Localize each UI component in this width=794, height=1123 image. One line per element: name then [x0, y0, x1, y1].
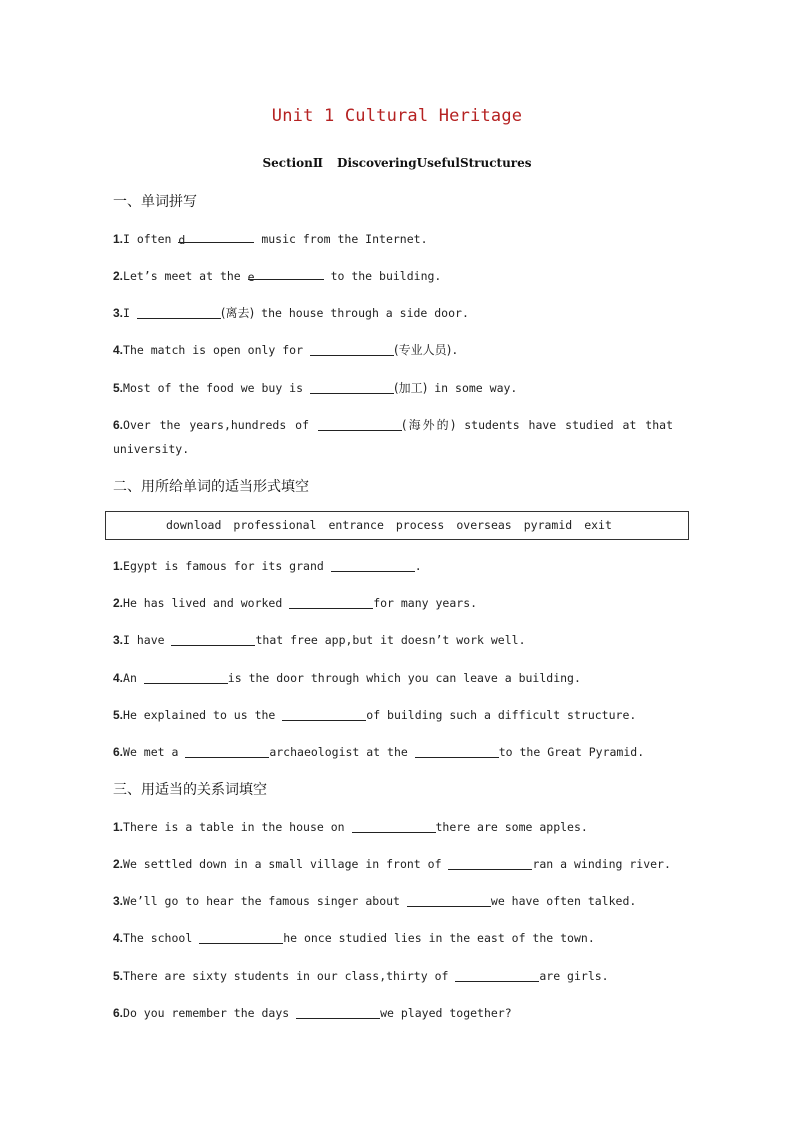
item-number: 4. — [113, 671, 124, 685]
item-number: 5. — [113, 969, 124, 983]
item-number: 3. — [113, 894, 124, 908]
item-number: 6. — [113, 418, 124, 432]
answer-blank[interactable] — [171, 632, 255, 646]
part2-heading: 二、用所给单词的适当形式填空 — [113, 479, 309, 495]
section-number: SectionⅡ — [262, 156, 324, 170]
answer-blank[interactable] — [310, 380, 394, 394]
part1-item-1: 1.I often d music from the Internet. — [113, 227, 673, 251]
part2-item-6: 6.We met a archaeologist at the to the Great Pyramid. — [113, 745, 645, 759]
answer-blank[interactable] — [352, 819, 436, 833]
part1-item-2: 2.Let’s meet at the e to the building. — [113, 264, 673, 288]
item-number: 1. — [113, 232, 124, 246]
word-bank-item: pyramid — [523, 518, 573, 532]
item-number: 6. — [113, 745, 124, 759]
item-number: 4. — [113, 343, 124, 357]
part3-item-2: 2.We settled down in a small village in front of ran a winding river. — [113, 857, 671, 871]
part3-item-3: 3.We’ll go to hear the famous singer about we have often talked. — [113, 894, 637, 908]
part2-item-1: 1.Egypt is famous for its grand . — [113, 559, 422, 573]
chinese-hint: (海外的) — [401, 418, 456, 432]
item-number: 6. — [113, 1006, 124, 1020]
page-title: Unit 1 Cultural Heritage — [271, 106, 523, 126]
part2-item-4: 4.An is the door through which you can leave a building. — [113, 671, 581, 685]
answer-blank[interactable] — [289, 595, 373, 609]
answer-blank[interactable] — [144, 670, 228, 684]
answer-blank[interactable] — [407, 893, 491, 907]
item-number: 2. — [113, 596, 124, 610]
part1-item-3: 3.I (离去) the house through a side door. — [113, 306, 469, 320]
part1-item-5: 5.Most of the food we buy is (加工) in some way. — [113, 381, 518, 395]
part3-heading: 三、用适当的关系词填空 — [113, 782, 267, 798]
item-number: 5. — [113, 381, 124, 395]
section-name: DiscoveringUsefulStructures — [337, 156, 532, 170]
item-number: 4. — [113, 931, 124, 945]
part2-item-5: 5.He explained to us the of building such a difficult structure. — [113, 708, 637, 722]
part1-item-4: 4.The match is open only for (专业人员). — [113, 343, 459, 357]
answer-blank[interactable] — [137, 305, 221, 319]
word-bank-item: professional — [233, 518, 317, 532]
item-number: 3. — [113, 306, 124, 320]
answer-blank[interactable] — [282, 707, 366, 721]
word-bank-box — [105, 511, 689, 540]
answer-blank[interactable] — [448, 856, 532, 870]
part1-heading: 一、单词拼写 — [113, 194, 197, 210]
answer-blank[interactable]: d — [178, 229, 254, 243]
answer-blank[interactable] — [331, 558, 415, 572]
item-number: 1. — [113, 820, 124, 834]
word-bank-item: entrance — [328, 518, 384, 532]
part3-item-5: 5.There are sixty students in our class,thirty of are girls. — [113, 969, 609, 983]
word-bank-item: download — [166, 518, 222, 532]
part1-item-6: 6.Over the years,hundreds of (海外的) students have studied at that university. — [113, 418, 674, 456]
answer-blank[interactable] — [185, 744, 269, 758]
word-bank-item: overseas — [456, 518, 512, 532]
item-number: 5. — [113, 708, 124, 722]
answer-blank[interactable] — [296, 1005, 380, 1019]
answer-blank[interactable] — [199, 930, 283, 944]
answer-blank[interactable]: e — [248, 266, 324, 280]
chinese-hint: (加工) — [393, 381, 428, 395]
part3-item-1: 1.There is a table in the house on there are some apples. — [113, 820, 588, 834]
item-number: 3. — [113, 633, 124, 647]
part2-item-2: 2.He has lived and worked for many years. — [113, 596, 478, 610]
word-bank-item: exit — [584, 518, 612, 532]
answer-blank[interactable] — [318, 417, 402, 431]
item-number: 1. — [113, 559, 124, 573]
item-number: 2. — [113, 857, 124, 871]
answer-blank[interactable] — [415, 744, 499, 758]
answer-blank[interactable] — [455, 968, 539, 982]
part2-item-3: 3.I have that free app,but it doesn’t work well. — [113, 633, 526, 647]
answer-blank[interactable] — [310, 342, 394, 356]
item-number: 2. — [113, 269, 124, 283]
part3-item-6: 6.Do you remember the days we played together? — [113, 1006, 512, 1020]
chinese-hint: (离去) — [220, 306, 255, 320]
word-bank-item: process — [395, 518, 445, 532]
chinese-hint: (专业人员) — [393, 343, 452, 357]
section-subtitle — [0, 156, 794, 170]
part3-item-4: 4.The school he once studied lies in the east of the town. — [113, 931, 595, 945]
